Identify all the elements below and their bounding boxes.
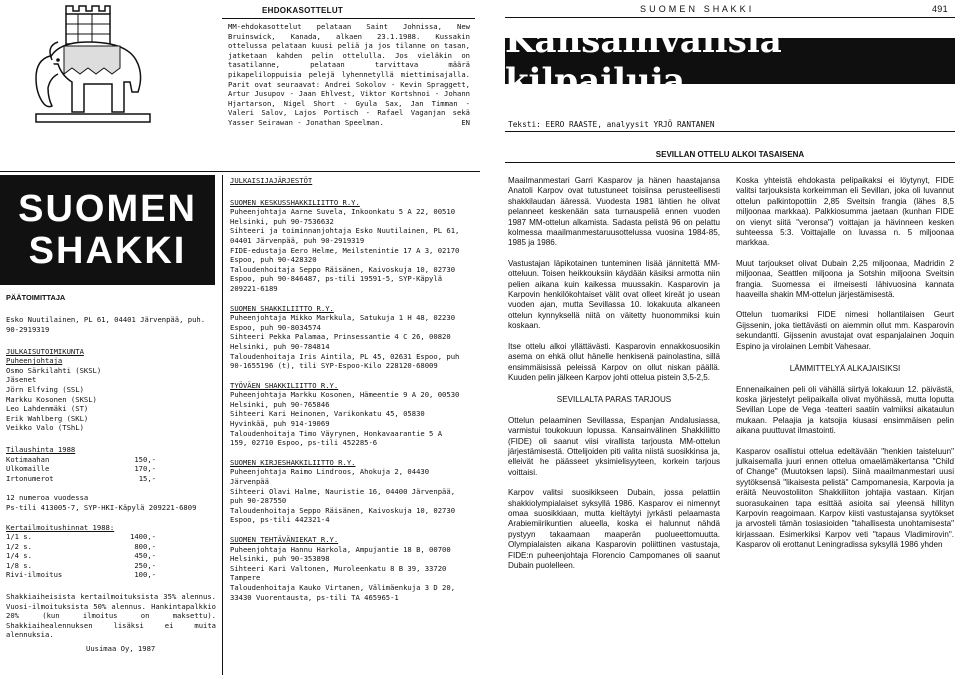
org-details: Puheenjohtaja Mikko Markkula, Satukuja 1 H 48, 02230 Espoo, puh 90-8034574 Sihteeri Pekka Palamaa, Prinsessantie 4 C 26, 00820 Helsinki, puh 90-784814 Taloudenhoitaja Iris Aintila, PL 45, 02631 Espoo, puh 90-1655196 (t), tili SYP-Espoo-Kilo 228120-68009 [230,313,460,371]
jasenet-label: Jäsenet [6,375,37,385]
page-number: 491 [932,4,948,14]
org-name: TYÖVÄEN SHAKKILIITTO R.Y. [230,380,339,390]
org-block [230,381,460,448]
ehdokasottelut-text: MM-ehdokasottelut pelataan Saint Johnissa, New Bruinswick, Kanada, alkaen 23.1.1988. Kussakin ottelussa pelataan kuusi peliä ja jos tilanne on tasan, jatketaan kahden pelin ottelulla. Jos vieläkin on tasatilanne, pelataan tarvittava määrä pikapeliloppuisia pelejä lyhennetyllä miettimisajalla. Parit ovat seuraavat: Andrei Sokolov - Kevin Spraggett, Artur Jusupov - Jaan Ehlvest, Viktor Kortshnoi - Johann Hjartarson, Nigel Short - Gyula Sax, Jan Timman - Valeri Salov, Lajos Portisch - Rafael Vaganjan sekä Yasser Seirawan - Jonathan Speelman. EN [228,22,470,127]
header-rule-left [222,18,475,19]
paragraph: Karpov valitsi suosikikseen Dubain, jossa pelattiin shakkiolympialaiset syksyllä 1986. Kasparov ei nimennyt omaa suosikkiaan, mutta kieltäytyi jyrkästi pelaamasta Arabiemiirikuntien alueella, koska ei halunnut nähdä pystyyn takaamaan maaperän puolueettomuutta. Olympialaisten aikana Kasparovin poliittinen vastustaja, FIDE:n puheenjohtaja Florencio Campomanes oli saanut Dubain puolelleen. [508,488,720,570]
paragraph: Ottelun pelaaminen Sevillassa, Espanjan Andalusiassa, varmistui toukokuun lopussa. Kansainvälinen Shakkiliitto (FIDE) oli saanut viisi virallista tarjousta MM-ottelun järjestämisestä. Ottelijoiden piti valita niistä suosikkinsa ja, elleivät he päässeet yksimielisyyteen, korkein tarjous voittaisi. [508,415,720,477]
price-row: Ulkomaille 170,- [6,464,156,474]
member-item: Markku Kosonen (SKSL) [6,394,97,404]
author-initials: EN [461,117,470,127]
printer-credit: Uusimaa Oy, 1987 [86,644,156,654]
elephant-icon [28,4,158,130]
org-details: Puheenjohtaja Markku Kosonen, Hämeentie 9 A 20, 00530 Helsinki, puh 90-765846 Sihteeri Kari Heinonen, Varikonkatu 45, 05830 Hyvinkää, puh 914-19069 Taloudenhoitaja Timo Väyrynen, Honkavaarantie 5 A 159, 02710 Espoo, ps-tili 452285-6 [230,390,460,448]
ad-price-row: 1/1 s. 1400,- [6,532,156,542]
puheenjohtaja-label: Puheenjohtaja [6,356,63,366]
member-item: Leo Lahdenmäki (ST) [6,404,89,414]
publishers-heading: JULKAISIJAJÄRJESTÖT [230,176,313,185]
price-row: Irtonumerot 15,- [6,473,156,483]
paragraph: Muut tarjoukset olivat Dubain 2,25 miljoonaa, Madridin 2 miljoonaa, Seattlen miljoona ja Sotshin miljoona Sveitsin frangia. Suomessa ei ilmeisesti lähivuosina kannata haaveilla shakin MM-ottelun järjestämisestä. [736,258,954,300]
org-name: SUOMEN KESKUSSHAKKILIITTO R.Y. [230,197,360,207]
julkaisutoimikunta-label: JULKAISUTOIMIKUNTA [6,346,84,356]
article-byline: Teksti: EERO RAASTE, analyysit YRJÖ RANTANEN [508,120,715,129]
suomen-shakki-logo: SUOMEN SHAKKI [0,175,215,285]
article-column-2 [736,176,954,551]
postal-account: Ps-tili 413005-7, SYP-HKI-Käpylä 209221-6809 [6,502,197,512]
sidebar-column-rule [222,175,223,675]
subtitle-rule [505,162,955,163]
member-item: Veikko Valo (TShL) [6,423,84,433]
org-name: SUOMEN SHAKKILIITTO R.Y. [230,303,334,313]
section-heading: SEVILLALTA PARAS TARJOUS [556,395,672,405]
puheenjohtaja-name: Osmo Särkilahti (SKSL) [6,365,102,375]
paragraph: Koska yhteistä ehdokasta pelipaikaksi ei löytynyt, FIDE valitsi tarjouksista korkeimman eli Sevillan, joka oli luvannut ottelun palkintopottiin 2,85 Sveitsin frangia (lähes 8,5 miljoonaa markkaa). Palkkiosumma jaetaan (kunhan FIDE on vienyt siitä "veronsa") voittajan ja hävinneen kesken suhteessa 5:3. Voittajalle on luvassa n. 5 miljoonaa markkaa. [736,176,954,248]
member-item: Jörn Elfving (SSL) [6,384,84,394]
discounts-text: Shakkiaiheisista kertailmoituksista 35% alennus. Vuosi-ilmoituksista 50% alennus. Hankintapalkkio 20% (kun ilmoitus on maksettu). Shakkiaihealennuksen lisäksi ei muita alennuksia. [6,592,216,640]
member-item: Erik Wahlberg (SKL) [6,413,89,423]
paragraph: Ottelun tuomariksi FIDE nimesi hollantilaisen Geurt Gijssenin, joka tiettävästi on aiemmin ollut mm. Kasparovin sekundantti. Gijssenin avustajat ovat espanjalainen Joquin Espino ja virolainen Lembit Vahesaar. [736,310,954,351]
org-details: Puheenjohtaja Hannu Harkola, Ampujantie 18 B, 00700 Helsinki, puh 90-353898 Sihteeri Kari Valtonen, Muroleenkatu 8 B 39, 33720 Tampere Taloudenhoitaja Kauko Virtanen, Välimäenkuja 3 D 20, 33430 Vuorentausta, ps-tili TA 465965-1 [230,544,456,602]
article-column-1 [508,176,720,571]
ad-prices-label: Kertailmoitushinnat 1988: [6,522,115,532]
elephant-emblem [28,4,158,130]
editor-address: Esko Nuutilainen, PL 61, 04401 Järvenpää, puh. 90-2919319 [6,315,206,334]
tilaushinta-label: Tilaushinta 1988 [6,444,76,454]
org-block [230,535,460,602]
publishers-column [230,176,460,602]
section-tag: EHDOKASOTTELUT [262,6,344,15]
org-name: SUOMEN KIRJESHAKKILIITTO R.Y. [230,457,356,467]
sidebar [6,292,216,654]
byline-rule [505,131,955,132]
paatoimittaja-label: PÄÄTOIMITTAJA [6,293,66,302]
ad-price-row: 1/2 s. 800,- [6,541,156,551]
ad-price-row: 1/8 s. 250,- [6,560,156,570]
org-name: SUOMEN TEHTÄVÄNIEKAT R.Y. [230,535,339,544]
article-subtitle: SEVILLAN OTTELU ALKOI TASAISENA [655,150,805,159]
left-divider-rule [0,171,480,172]
price-row: Kotimaahan 150,- [6,454,156,464]
paragraph: Itse ottelu alkoi yllättävästi. Kasparovin ennakkosuosikin asema on ehkä ollut hänelle henkisenä painolastina, sillä ensimmäisissä peleissä Karpov on ollut niskan päällä. Kuuden pelin jälkeen Karpov johti ottelua pistein 3,5-2,5. [508,341,720,382]
org-details: Puheenjohtaja Aarne Suvela, Inkoonkatu 5 A 22, 00510 Helsinki, puh 90-7536632 Sihteeri ja toiminnanjohtaja Esko Nuutilainen, PL 61, 04401 Järvenpää, puh 90-2919319 FIDE-edustaja Eero Helme, Meilstenintie 17 A 3, 02170 Espoo, puh 90-428320 Taloudenhoitaja Seppo Räisänen, Kaivoskuja 10, 02730 Espoo, puh 90-846487, ps-tili 19591-5, SYP-Käpylä 209221-6189 [230,207,460,293]
article-title: Kansainvälisiä kilpailuja [505,38,955,84]
org-block [230,458,460,525]
org-block [230,198,460,294]
paragraph: Maailmanmestari Garri Kasparov ja hänen haastajansa Anatoli Karpov ovat tutustuneet toisiinsa perusteellisesti shakkilaudan ääressä. Vuodesta 1981 lähtien he olivat pelanneet keskenään sata turnauspeliä ennen vuoden 1987 MM-ottelun alkamista. Sadasta pelistä 96 on pelattu kolmessa maailmanmestaruusottelussa vuosina 1984-85, 1985 ja 1986. [508,176,720,248]
magazine-name: S U O M E N S H A K K I [640,4,752,14]
org-block [230,304,460,371]
ad-price-row: Rivi-ilmoitus 100,- [6,570,156,580]
org-details: Puheenjohtaja Raimo Lindroos, Ahokuja 2, 04430 Järvenpää Sihteeri Olavi Halme, Nauristie 16, 04400 Järvenpää, puh 90-287550 Taloudenhoitaja Seppo Räisänen, Kaivoskuja 10, 02730 Espoo, ps-tili 442321-4 [230,467,456,525]
numbers-note: 12 numeroa vuodessa [6,493,89,503]
header-rule-right [505,17,955,18]
paragraph: Vastustajan läpikotainen tunteminen lisää jännitettä MM-otteluun. Toisen heikkouksiin käydään käsiksi armotta niin pelien aikana kuin kaikessa muussakin. Kasparovin ja Karpovin henkilökohtaiset välit ovat olleet kireät jo usean vuoden ajan, mutta Sevillassa 10. lokakuuta alkaneen ottelun kynnyksellä niitä on väitetty huonommiksi kuin koskaan. [508,258,720,331]
ad-price-row: 1/4 s. 450,- [6,551,156,561]
section-heading: LÄMMITTELYÄ ALKAJAISIKSI [789,364,901,374]
paragraph: Kasparov osallistui ottelua edeltävään "henkien taisteluun" julkaisemalla juuri ennen ottelua omaelämäkertansa "Child of Change" (Muutoksen lapsi). Siinä maailmanmestari uusi syytöksensä "likaisesta pelistä" Campomanesia, Karpovia ja eräitä Neuvostoliiton Shakkiliiton johtajia vastaan. Kirjan suorasukainen tapa esittää asioita sai yleensä hillityn Karpovin reagoimaan. Karpov kiisti vastustajansa syytökset ja arvosteli tämän tosiasioiden "tahallisesta unohtamisesta" kirjassaan. Esimerkiksi Karpov veti "tapaus Vladimirovin". Kasparov oli erottanut Leningradissa syksyllä 1986 yhden [736,446,954,550]
paragraph: Ennenaikainen peli oli vähällä siirtyä lokakuun 12. päivästä, koska järjestelyt pelipaikalla olivat myöhässä, mutta loputta Sevillan Lope de Vega -teatteri saatiin valmiiksi aikataulun mukaan. Pelaajia ja katsojia kiusasi ensimmäisen pelin aikana puuttuvat ilmastointi. [736,384,954,436]
